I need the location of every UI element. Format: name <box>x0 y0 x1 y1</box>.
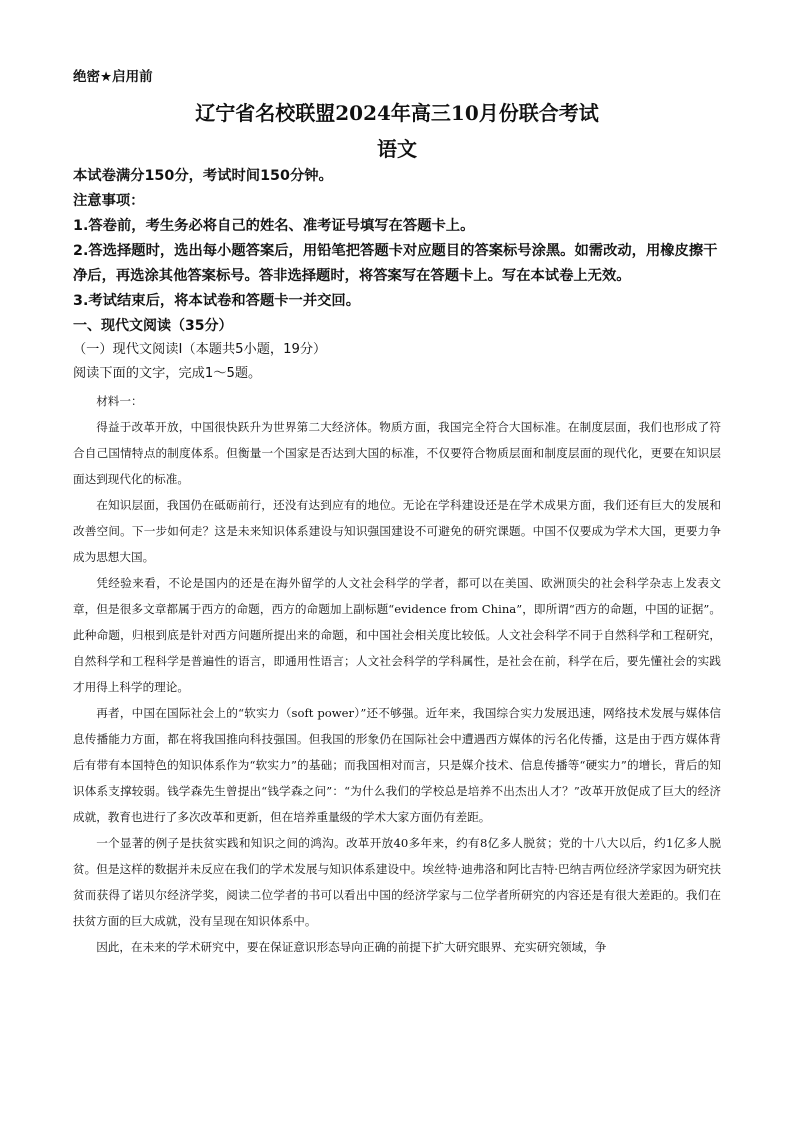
notes-title: 注意事项： <box>73 193 145 209</box>
section-title: 一、现代文阅读（35分） <box>73 318 233 334</box>
passage-paragraph: 一个显著的例子是扶贫实践和知识之间的鸿沟。改革开放40多年来，约有8亿多人脱贫；党的十八大以后，约1亿多人脱贫。但是这样的数据并未反应在我们的学术发展与知识体系建设中。埃丝特·迪弗洛和阿比吉特·巴纳吉两位经济学家因为研究扶贫而获得了诺贝尔经济学奖，阅读二位学者的书可以看出中国的经济学家与二位学者所研究的内容还是有很大差距的。我们在扶贫方面的巨大成就，没有呈现在知识体系中。 <box>73 836 721 928</box>
exam-page <box>73 60 721 960</box>
passage-paragraph: 得益于改革开放，中国很快跃升为世界第二大经济体。物质方面，我国完全符合大国标准。在制度层面，我们也形成了符合自己国情特点的制度体系。但衡量一个国家是否达到大国的标准，不仅要符合物质层面和制度层面的现代化，更要在知识层面达到现代化的标准。 <box>73 420 721 486</box>
passage-paragraph: 在知识层面，我国仍在砥砺前行，还没有达到应有的地位。无论在学科建设还是在学术成果方面，我们还有巨大的发展和改善空间。下一步如何走？这是未来知识体系建设与知识强国建设不可避免的研究课题。中国不仅要成为学术大国，更要力争成为思想大国。 <box>73 498 721 564</box>
note-item: 3.考试结束后，将本试卷和答题卡一并交回。 <box>73 293 361 309</box>
passage-paragraph: 因此，在未来的学术研究中，要在保证意识形态导向正确的前提下扩大研究眼界、充实研究领域，争 <box>96 940 607 954</box>
passage-paragraph: 凭经验来看，不论是国内的还是在海外留学的人文社会科学的学者，都可以在美国、欧洲顶尖的社会科学杂志上发表文章，但是很多文章都属于西方的命题，西方的命题加上副标题“evidence from China”，即所谓“西方的命题，中国的证据”。此种命题，归根到底是针对西方问题所提出来的命题，和中国社会相关度比较低。人文社会科学不同于自然科学和工程研究，自然科学和工程科学是普遍性的语言，即通用性语言；人文社会科学的学科属性，是社会在前，科学在后，要先懂社会的实践才用得上科学的理论。 <box>73 576 721 694</box>
note-item: 2.答选择题时，选出每小题答案后，用铅笔把答题卡对应题目的答案标号涂黑。如需改动，用橡皮擦干净后，再选涂其他答案标号。答非选择题时，将答案写在答题卡上。写在本试卷上无效。 <box>73 243 718 284</box>
secret-mark: 绝密★启用前 <box>73 69 153 85</box>
subject-title: 语文 <box>377 137 417 161</box>
exam-title: 辽宁省名校联盟2024年高三10月份联合考试 <box>195 101 599 125</box>
score-time-note: 本试卷满分150分，考试时间150分钟。 <box>73 168 333 184</box>
passage <box>73 388 721 960</box>
passage-paragraph: 再者，中国在国际社会上的“软实力（soft power）”还不够强。近年来，我国综合实力发展迅速，网络技术发展与媒体信息传播能力方面，都在将我国推向科技强国。但我国的形象仍在国际社会中遭遇西方媒体的污名化传播，这是由于西方媒体背后有带有本国特色的知识体系作为“软实力”的基础；而我国相对而言，只是媒介技术、信息传播等“硬实力”的增长，背后的知识体系支撑较弱。钱学森先生曾提出“钱学森之问”：“为什么我们的学校总是培养不出杰出人才？”改革开放促成了巨大的经济成就，教育也进行了多次改革和更新，但在培养重量级的学术大家方面仍有差距。 <box>73 706 721 824</box>
instructions <box>73 164 721 314</box>
reading-prompt: 阅读下面的文字，完成1～5题。 <box>73 366 262 381</box>
section-subtitle: （一）现代文阅读Ⅰ（本题共5小题，19分） <box>73 342 327 357</box>
note-item: 1.答卷前，考生务必将自己的姓名、准考证号填写在答题卡上。 <box>73 218 475 234</box>
material-label: 材料一： <box>96 394 143 408</box>
